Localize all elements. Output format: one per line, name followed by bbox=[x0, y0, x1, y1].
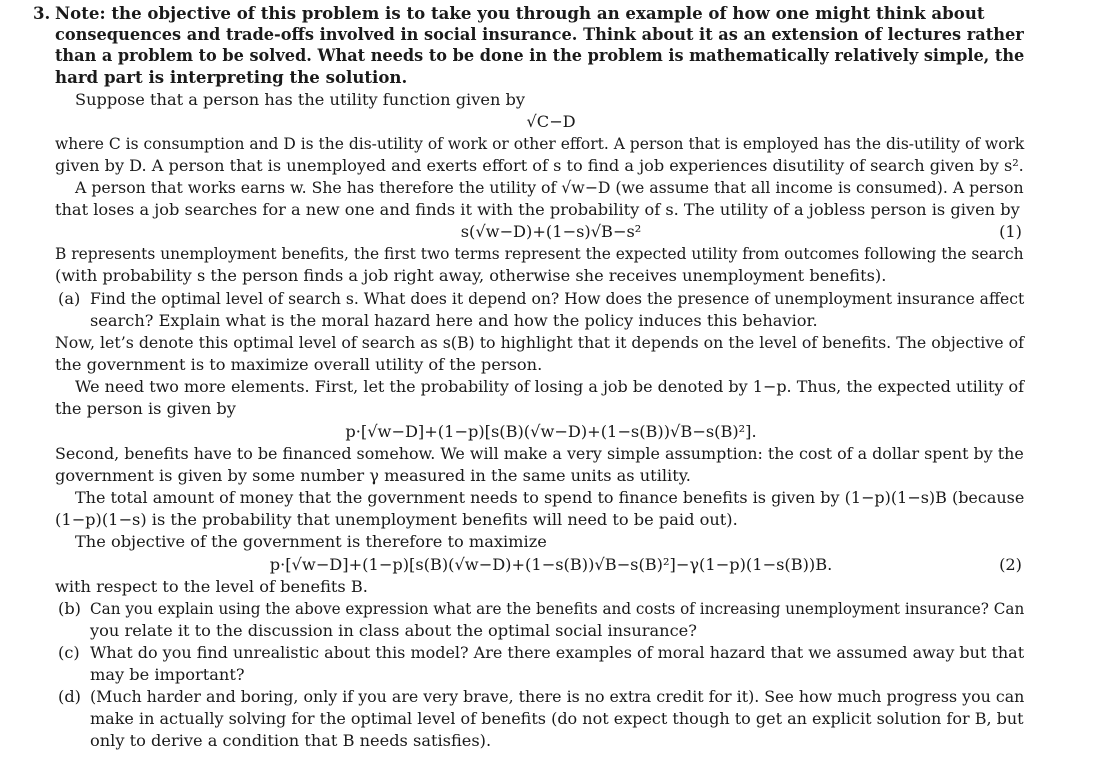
paragraph-definitions-3: A person that works earns w. She has therefore the utility of √w−D (we assume that all income is consumed). A person bbox=[75, 178, 1024, 197]
paragraph-money-1: The total amount of money that the government needs to spend to finance benefits is given by (1−p)(1−s)B (because bbox=[75, 488, 1025, 507]
question-a-line-1: Find the optimal level of search s. What does it depend on? How does the presence of unemployment insurance affect bbox=[90, 289, 1025, 308]
question-c-line-2: may be important? bbox=[90, 665, 245, 684]
paragraph-government-1: Now, let’s denote this optimal level of search as s(B) to highlight that it depends on the level of benefits. The objective of bbox=[55, 333, 1024, 352]
question-d-line-1: (Much harder and boring, only if you are very brave, there is no extra credit for it). See how much progress you can bbox=[90, 687, 1025, 706]
equation-1-label: (1) bbox=[999, 222, 1022, 241]
equation-utility: √C−D bbox=[526, 112, 576, 131]
note-line-2: consequences and trade-offs involved in social insurance. Think about it as an extension of lectures rather bbox=[55, 24, 1024, 44]
paragraph-money-2: (1−p)(1−s) is the probability that unemployment benefits will need to be paid out). bbox=[55, 510, 738, 529]
paragraph-definitions-2: given by D. A person that is unemployed and exerts effort of s to find a job experiences disutility of search given by s². bbox=[55, 156, 1024, 175]
paragraph-elements-1: We need two more elements. First, let the probability of losing a job be denoted by 1−p. Thus, the expected utility of bbox=[75, 377, 1025, 396]
problem-number: 3. bbox=[33, 3, 51, 23]
paragraph-financing-2: government is given by some number γ measured in the same units as utility. bbox=[55, 466, 691, 485]
paragraph-government-2: the government is to maximize overall utility of the person. bbox=[55, 355, 543, 374]
paragraph-financing-1: Second, benefits have to be financed somehow. We will make a very simple assumption: the cost of a dollar spent by the bbox=[55, 444, 1024, 463]
equation-2-label: (2) bbox=[999, 555, 1022, 574]
question-d-line-2: make in actually solving for the optimal level of benefits (do not expect though to get an explicit solution for B, but bbox=[90, 709, 1024, 728]
question-c-line-1: What do you find unrealistic about this model? Are there examples of moral hazard that we assumed away but that bbox=[90, 643, 1025, 662]
note-line-1: Note: the objective of this problem is to take you through an example of how one might think about bbox=[55, 3, 985, 23]
question-a-label: (a) bbox=[58, 289, 81, 308]
question-d-label: (d) bbox=[58, 687, 81, 706]
question-d-line-3: only to derive a condition that B needs satisfies). bbox=[90, 731, 492, 750]
paragraph-benefits-2: (with probability s the person finds a job right away, otherwise she receives unemployment benefits). bbox=[55, 266, 887, 285]
question-b-line-1: Can you explain using the above expression what are the benefits and costs of increasing unemployment insurance? Can bbox=[90, 599, 1025, 618]
paragraph-objective: The objective of the government is therefore to maximize bbox=[75, 532, 547, 551]
question-b-line-2: you relate it to the discussion in class about the optimal social insurance? bbox=[90, 621, 697, 640]
equation-2: p·[√w−D]+(1−p)[s(B)(√w−D)+(1−s(B))√B−s(B)²]−γ(1−p)(1−s(B))B. bbox=[269, 555, 833, 574]
paragraph-definitions-4: that loses a job searches for a new one and finds it with the probability of s. The utility of a jobless person is given by bbox=[55, 200, 1020, 219]
note-line-4: hard part is interpreting the solution. bbox=[55, 67, 408, 87]
equation-1: s(√w−D)+(1−s)√B−s² bbox=[460, 222, 642, 241]
paragraph-utility-intro: Suppose that a person has the utility function given by bbox=[75, 90, 526, 109]
equation-expected-utility: p·[√w−D]+(1−p)[s(B)(√w−D)+(1−s(B))√B−s(B)²]. bbox=[345, 422, 757, 441]
question-b-label: (b) bbox=[58, 599, 81, 618]
paragraph-elements-2: the person is given by bbox=[55, 399, 236, 418]
question-a-line-2: search? Explain what is the moral hazard here and how the policy induces this behavior. bbox=[90, 311, 818, 330]
question-c-label: (c) bbox=[58, 643, 80, 662]
paragraph-with-respect: with respect to the level of benefits B. bbox=[55, 577, 368, 596]
note-line-3: than a problem to be solved. What needs to be done in the problem is mathematically relatively simple, the bbox=[55, 45, 1025, 65]
paragraph-benefits-1: B represents unemployment benefits, the first two terms represent the expected utility from outcomes following the search bbox=[55, 244, 1024, 263]
paragraph-definitions-1: where C is consumption and D is the dis-utility of work or other effort. A person that is employed has the dis-utility of work bbox=[55, 134, 1025, 153]
